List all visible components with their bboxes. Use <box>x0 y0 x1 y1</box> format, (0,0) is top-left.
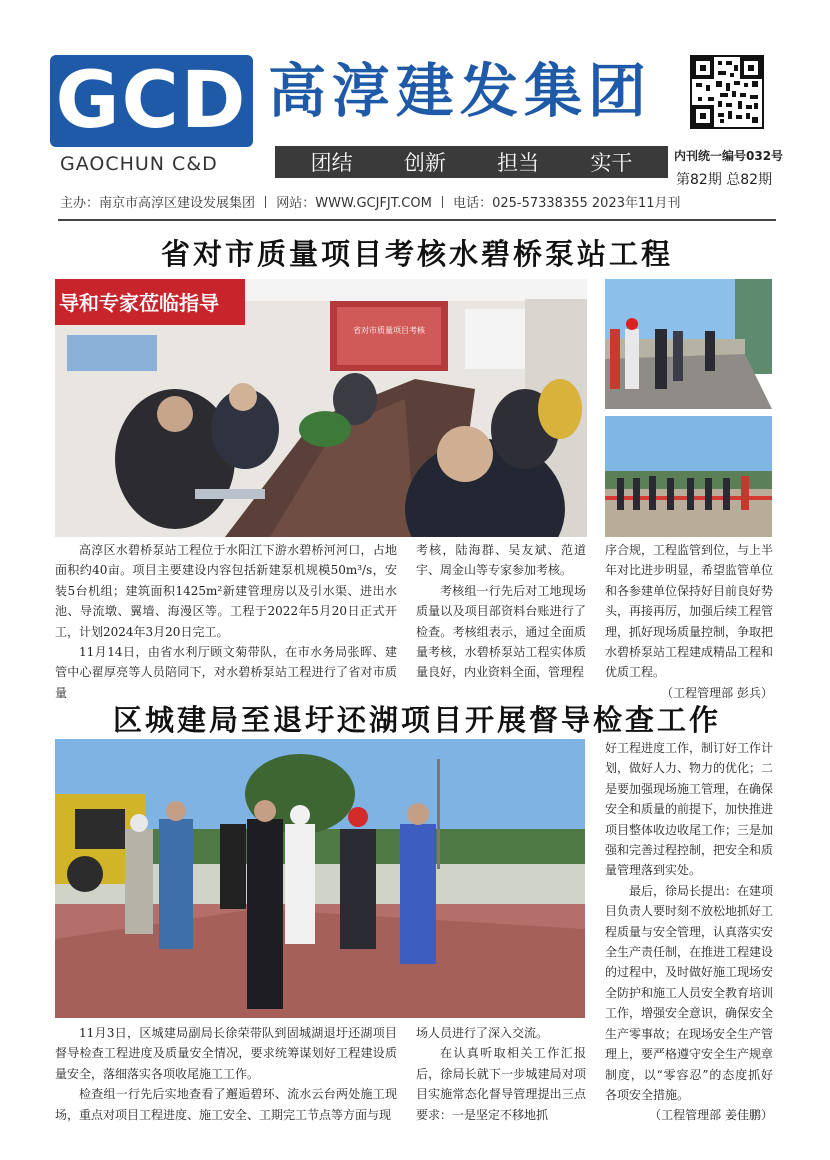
slogan-word: 担当 <box>497 151 540 175</box>
paragraph: 11月3日，区城建局副局长徐荣带队到固城湖退圩还湖项目督导检查工程进度及质量安全情况，要求统筹谋划好工程建设质量安全，落细落实各项收尾施工工作。 <box>55 1026 397 1081</box>
article2-right-col <box>605 738 773 1126</box>
paragraph: 11月14日，由省水利厅顾文菊带队，在市水务局张晖、建管中心翟厚亮等人员陪同下，对水碧桥泵站工程进行了省对市质量 <box>55 645 397 700</box>
slogan-word: 创新 <box>403 151 446 175</box>
article1-headline: 省对市质量项目考核水碧桥泵站工程 <box>160 237 673 271</box>
issue-number: 第82期 总82期 <box>676 172 773 188</box>
site-photo-2 <box>605 416 772 537</box>
paragraph: 序合规，工程监管到位，与上半年对比进步明显，希望监管单位和各参建单位保持好目前良好势头，再接再厉，加强后续工程管理，抓好现场质量控制，争取把水碧桥泵站工程建成精品工程和优质工程。 <box>605 543 774 680</box>
paragraph: 高淳区水碧桥泵站工程位于水阳江下游水碧桥河河口，占地面积约40亩。项目主要建设内容包括新建泵机规模50m³/s，安装5台机组；建筑面积1425m²新建管理房以及引水渠、进出水池、导流墩、翼墙、海漫区等。工程于2022年5月20日正式开工，计划2024年3月20日完工。 <box>55 543 397 639</box>
article1-col1 <box>55 540 397 703</box>
qr-code-icon <box>690 55 764 129</box>
article2-signature: （工程管理部 姜佳鹏） <box>649 1108 773 1123</box>
slogan-word: 实干 <box>590 151 633 175</box>
article2-headline: 区城建局至退圩还湖项目开展督导检查工作 <box>112 703 721 737</box>
paragraph: 检查组一行先后实地查看了邂逅碧环、流水云台两处施工现场，重点对项目工程进度、施工安全、工期完工节点等方面与现 <box>55 1087 397 1122</box>
meeting-screen-text: 省对市质量项目考核 <box>353 326 425 335</box>
logo-subtitle: GAOCHUN C&D <box>60 153 218 175</box>
masthead-info: 主办：南京市高淳区建设发展集团 丨 网站：WWW.GCJFJT.COM 丨 电话：025-57338355 2023年11月刊 <box>60 196 681 211</box>
issue-code: 内刊统一编号032号 <box>674 149 784 163</box>
article2-col2 <box>416 1023 586 1125</box>
paragraph: 考核组一行先后对工地现场质量以及项目部资料台账进行了检查。考核组表示，通过全面质量考核，水碧桥泵站工程实体质量良好，内业资料全面，管理程 <box>416 583 586 680</box>
article1-col2 <box>416 540 586 683</box>
article1-col3 <box>605 540 773 703</box>
divider <box>58 219 776 221</box>
paragraph: 场人员进行了深入交流。 <box>416 1026 549 1040</box>
meeting-photo <box>55 279 587 537</box>
brand-title: 高淳建发集团 <box>268 57 653 125</box>
inspection-photo <box>55 739 585 1018</box>
paragraph: 在认真听取相关工作汇报后，徐局长就下一步城建局对项目实施常态化督导管理提出三点要求：一是坚定不移地抓 <box>416 1046 586 1122</box>
paragraph: 最后，徐局长提出：在建项目负责人要时刻不放松地抓好工程质量与安全管理，认真落实安全生产责任制，在推进工程建设的过程中，及时做好施工现场安全防护和施工人员安全教育培训工作，增强安全意识，确保安全生产零事故；在现场安全生产管理上，要严格遵守安全生产规章制度，以“零容忍”的态度抓好各项安全措施。 <box>605 883 774 1102</box>
article1-signature: （工程管理部 彭兵） <box>661 685 773 700</box>
paragraph: 考核，陆海群、吴友斌、范道宇、周金山等专家参加考核。 <box>416 543 586 578</box>
logo: GCD <box>50 55 253 147</box>
site-photo-1 <box>605 279 772 409</box>
meeting-banner-text: 导和专家莅临指导 <box>59 291 219 315</box>
paragraph: 好工程进度工作，制订好工作计划，做好人力、物力的优化；二是要加强现场施工管理，在确保安全和质量的前提下，加快推进项目整体收边收尾工作；三是加强和完善过程控制，把安全和质量管理落到实处。 <box>605 741 774 878</box>
article2-col1 <box>55 1023 397 1125</box>
slogan-bar <box>275 146 668 178</box>
slogan-word: 团结 <box>310 151 353 175</box>
